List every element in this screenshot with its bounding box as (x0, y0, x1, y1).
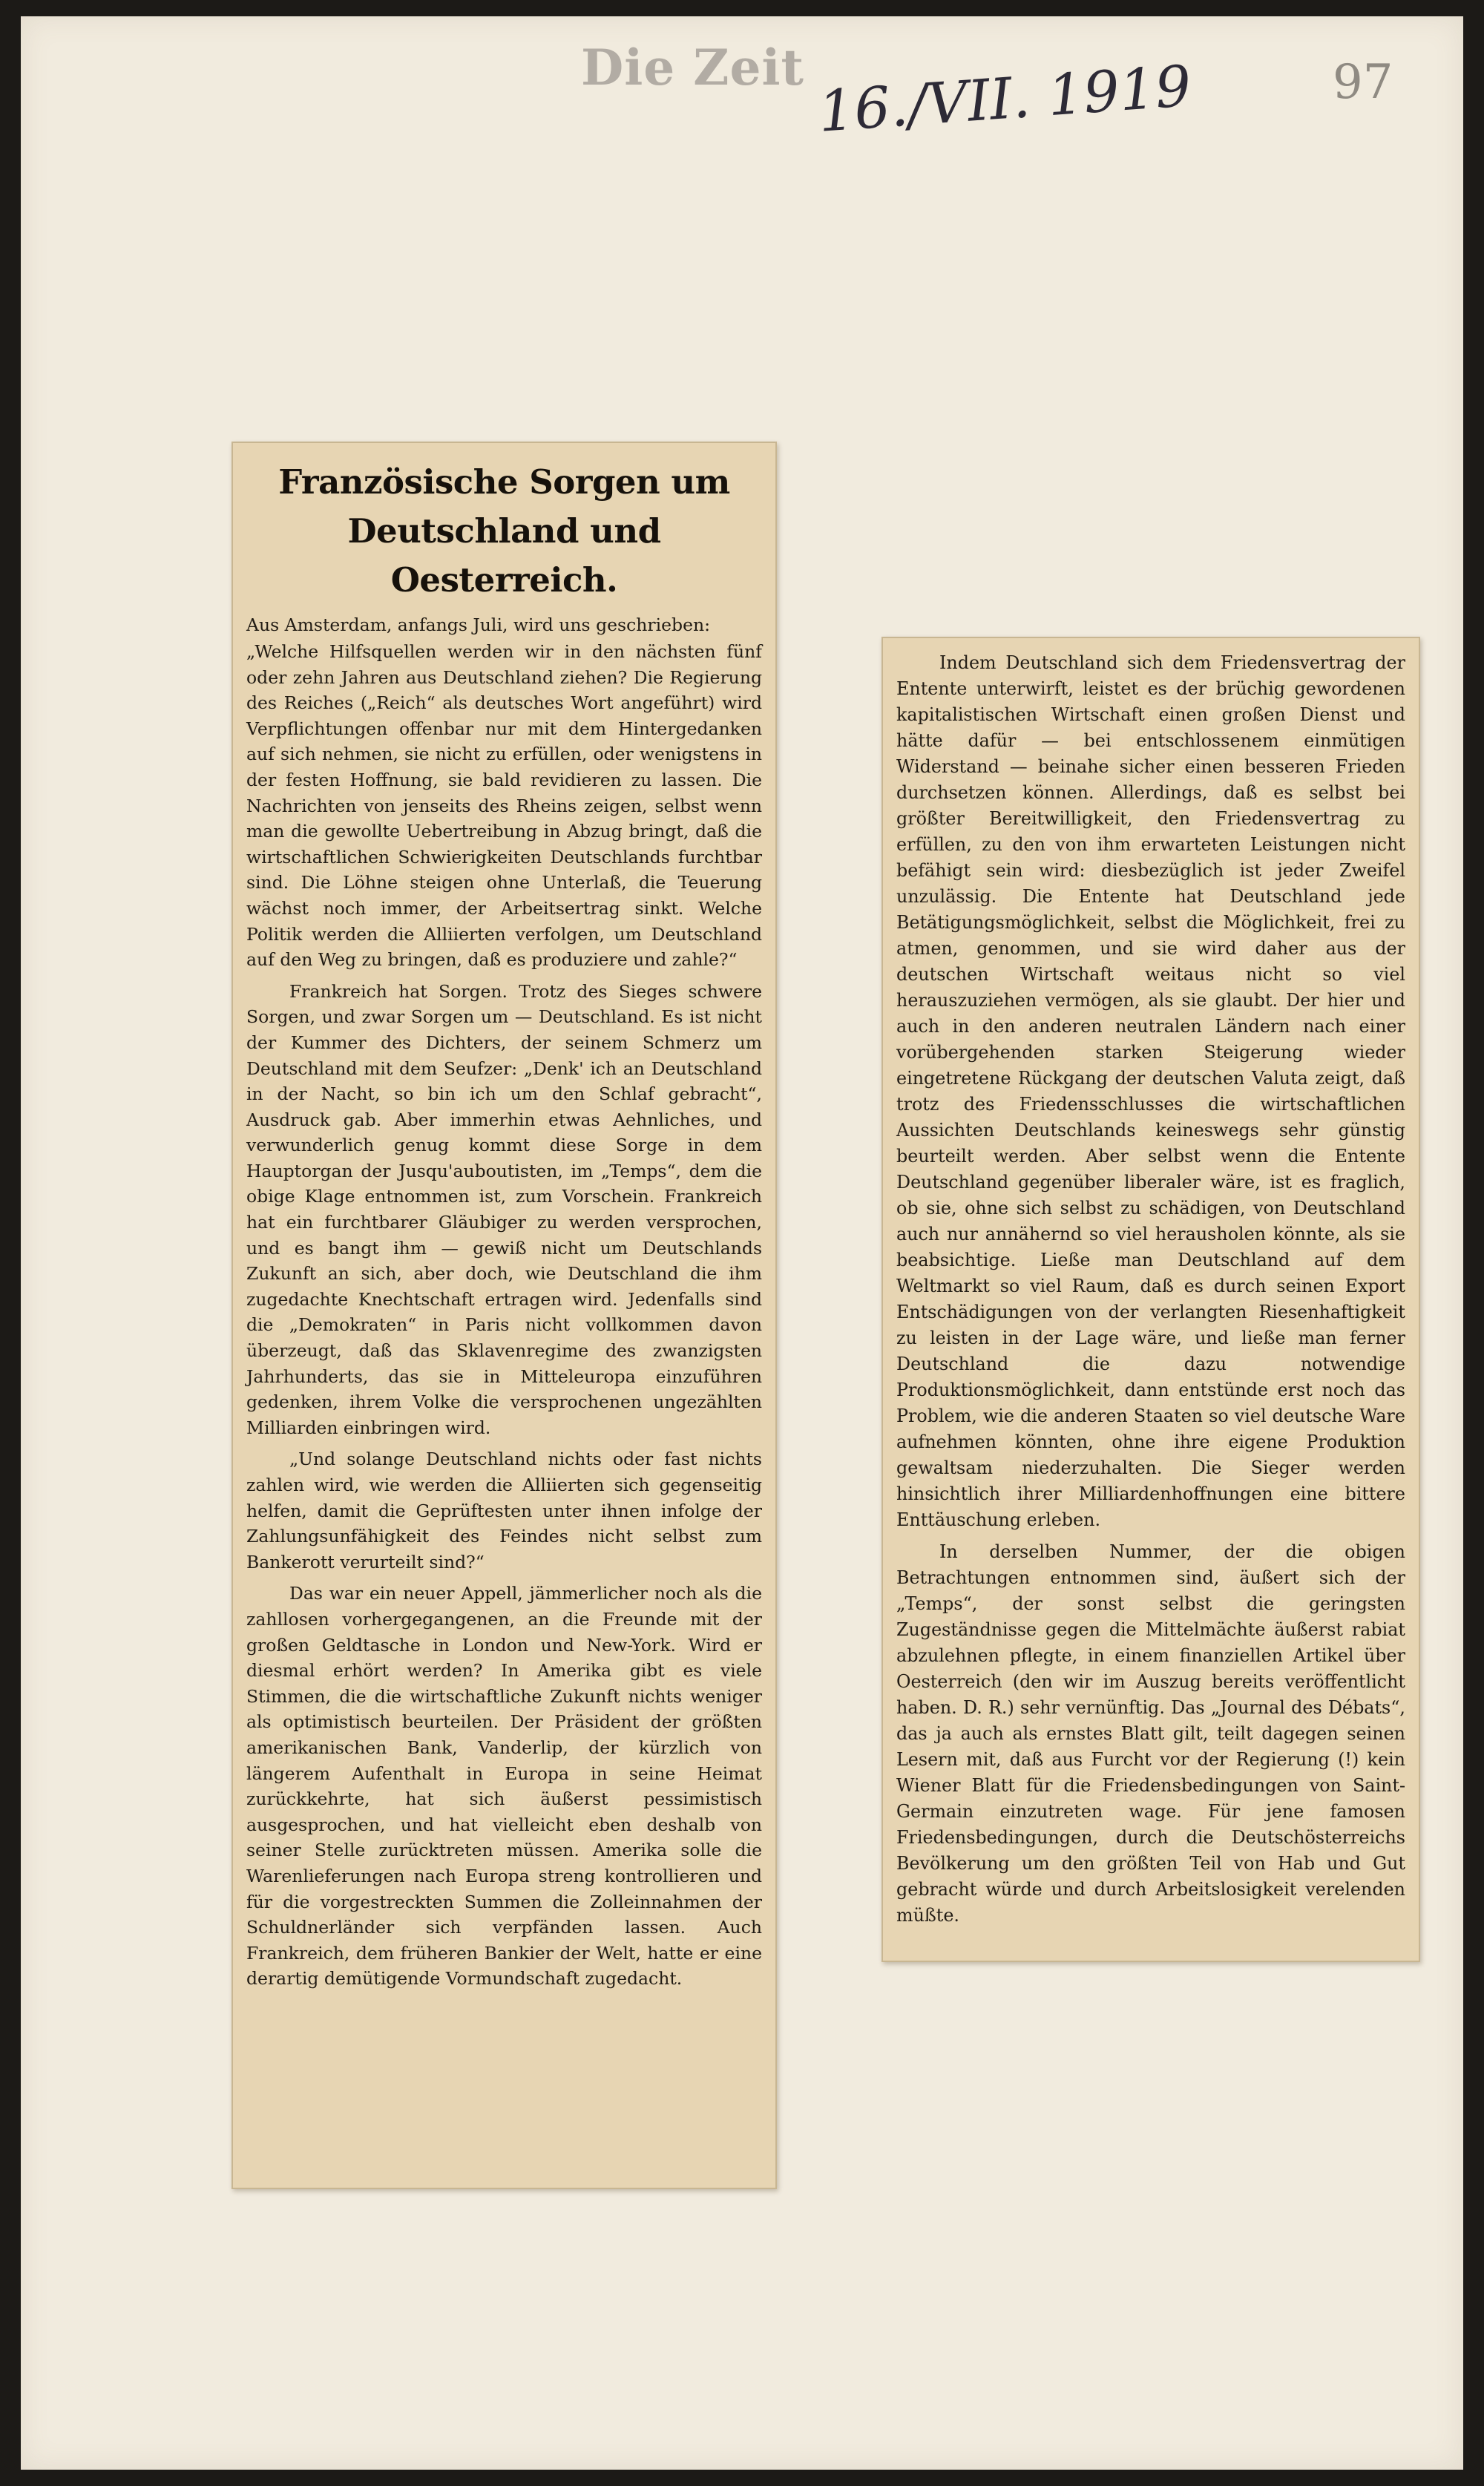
handwritten-date: 16./VII. 1919 (816, 52, 1194, 145)
article-paragraph: In derselben Nummer, der die obigen Betrachtungen entnommen sind, äußert sich der „Temps“, der sonst selbst die geringsten Zugeständnisse gegen die Mittelmächte äußerst rabiat abzulehnen pflegte, in einem finanziellen Artikel über Oesterreich (den wir im Auszug bereits veröffentlicht haben. D. R.) sehr vernünftig. Das „Journal des Débats“, das ja auch als ernstes Blatt gilt, teilt dagegen seinen Lesern mit, daß aus Furcht vor der Regierung (!) kein Wiener Blatt für die Friedensbedingungen von Saint-Germain einzutreten wage. Für jene famosen Friedensbedingungen, durch die Deutschösterreichs Bevölkerung um den größten Teil von Hab und Gut gebracht würde und durch Arbeitslosigkeit verelenden müßte. (896, 1541, 1405, 1926)
article-headline: Französische Sorgen um Deutschland und Oesterreich. (278, 462, 730, 600)
page-number: 97 (1333, 55, 1393, 110)
article-paragraph: „Welche Hilfsquellen werden wir in den nächsten fünf oder zehn Jahren aus Deutschland ziehen? Die Regierung des Reiches („Reich“ als deutsches Wort angeführt) wird Verpflichtungen offenbar nur mit dem Hintergedanken auf sich nehmen, sie nicht zu erfüllen, oder wenigstens in der festen Hoffnung, sie bald revidieren zu lassen. Die Nachrichten von jenseits des Rheins zeigen, selbst wenn man die gewollte Uebertreibung in Abzug bringt, daß die wirtschaftlichen Schwierigkeiten Deutschlands furchtbar sind. Die Löhne steigen ohne Unterlaß, die Teuerung wächst noch immer, der Arbeitsertrag sinkt. Welche Politik werden die Alliierten verfolgen, um Deutschland auf den Weg zu bringen, daß es produziere und zahle?“ (246, 641, 762, 971)
article-paragraph: „Und solange Deutschland nichts oder fast nichts zahlen wird, wie werden die Alliierten sich gegenseitig helfen, damit die Geprüftesten unter ihnen infolge der Zahlungsunfähigkeit des Feindes nicht selbst zum Bankerott verurteilt sind?“ (246, 1449, 762, 1572)
article-paragraph: Indem Deutschland sich dem Friedensvertrag der Entente unterwirft, leistet es der brüchig gewordenen kapitalistischen Wirtschaft einen großen Dienst und hätte dafür — bei entschlossenem einmütigen Widerstand — beinahe sicher einen besseren Frieden durchsetzen können. Allerdings, daß es selbst bei größter Bereitwilligkeit, den Friedensvertrag zu erfüllen, zu den von ihm erwarteten Leistungen nicht befähigt sein wird: diesbezüglich ist jeder Zweifel unzulässig. Die Entente hat Deutschland jede Betätigungsmöglichkeit, selbst die Möglichkeit, frei zu atmen, genommen, und sie wird daher aus der deutschen Wirtschaft weitaus nicht so viel herauszuziehen vermögen, als sie glaubt. Der hier und auch in den anderen neutralen Ländern nach einer vorübergehenden starken Steigerung wieder eingetretene Rückgang der deutschen Valuta zeigt, daß trotz des Friedensschlusses die wirtschaftlichen Aussichten Deutschlands keineswegs sehr günstig beurteilt werden. Aber selbst wenn die Entente Deutschland gegenüber liberaler wäre, ist es fraglich, ob sie, ohne sich selbst zu schädigen, von Deutschland auch nur annähernd so viel herausholen könnte, als sie beabsichtige. Ließe man Deutschland auf dem Weltmarkt so viel Raum, daß es durch seinen Export Entschädigungen von der verlangten Riesenhaftigkeit zu leisten in der Lage wäre, und ließe man ferner Deutschland die dazu notwendige Produktionsmöglichkeit, dann entstünde erst noch das Problem, wie die anderen Staaten so viel deutsche Ware aufnehmen könnten, ohne ihre eigene Produktion gewaltsam niederzuhalten. Die Sieger werden hinsichtlich ihrer Milliardenhoffnungen eine bittere Enttäuschung erleben. (896, 652, 1405, 1530)
article-paragraph: Das war ein neuer Appell, jämmerlicher noch als die zahllosen vorhergegangenen, an die Freunde mit der großen Geldtasche in London und New-York. Wird er diesmal erhört werden? In Amerika gibt es viele Stimmen, die die wirtschaftliche Zukunft nichts weniger als optimistisch beurteilen. Der Präsident der größten amerikanischen Bank, Vanderlip, der kürzlich von längerem Aufenthalt in Europa in seine Heimat zurückkehrte, hat sich äußerst pessimistisch ausgesprochen, und hat vielleicht eben deshalb von seiner Stelle zurücktreten müssen. Amerika solle die Warenlieferungen nach Europa streng kontrollieren und für die vorgestreckten Summen die Zolleinnahmen der Schuldnerländer sich verpfänden lassen. Auch Frankreich, dem früheren Bankier der Welt, hatte er eine derartig demütigende Vormundschaft zugedacht. (246, 1583, 762, 1990)
newspaper-name-stamp: Die Zeit (581, 39, 805, 96)
article-paragraph: Frankreich hat Sorgen. Trotz des Sieges schwere Sorgen, und zwar Sorgen um — Deutschland. Es ist nicht der Kummer des Dichters, der seinem Schmerz um Deutschland mit dem Seufzer: „Denk' ich an Deutschland in der Nacht, so bin ich um den Schlaf gebracht“, Ausdruck gab. Aber immerhin etwas Aehnliches, und verwunderlich genug kommt diese Sorge in dem Hauptorgan der Jusqu'auboutisten, im „Temps“, dem die obige Klage entnommen ist, zum Vorschein. Frankreich hat ein furchtbarer Gläubiger zu werden versprochen, und es bangt ihm — gewiß nicht um Deutschlands Zukunft an sich, aber doch, wie Deutschland die ihm zugedachte Knechtschaft ertragen wird. Jedenfalls sind die „Demokraten“ in Paris nicht vollkommen davon überzeugt, daß das Sklavenregime des zwanzigsten Jahrhunderts, das sie in Mitteleuropa einzuführen gedenken, ihrem Volke die versprochenen ungezählten Milliarden einbringen wird. (246, 980, 762, 1438)
article-dateline: Aus Amsterdam, anfangs Juli, wird uns geschrieben: (246, 614, 711, 635)
article-clipping (232, 442, 777, 2189)
continuation-clipping (881, 637, 1420, 1962)
